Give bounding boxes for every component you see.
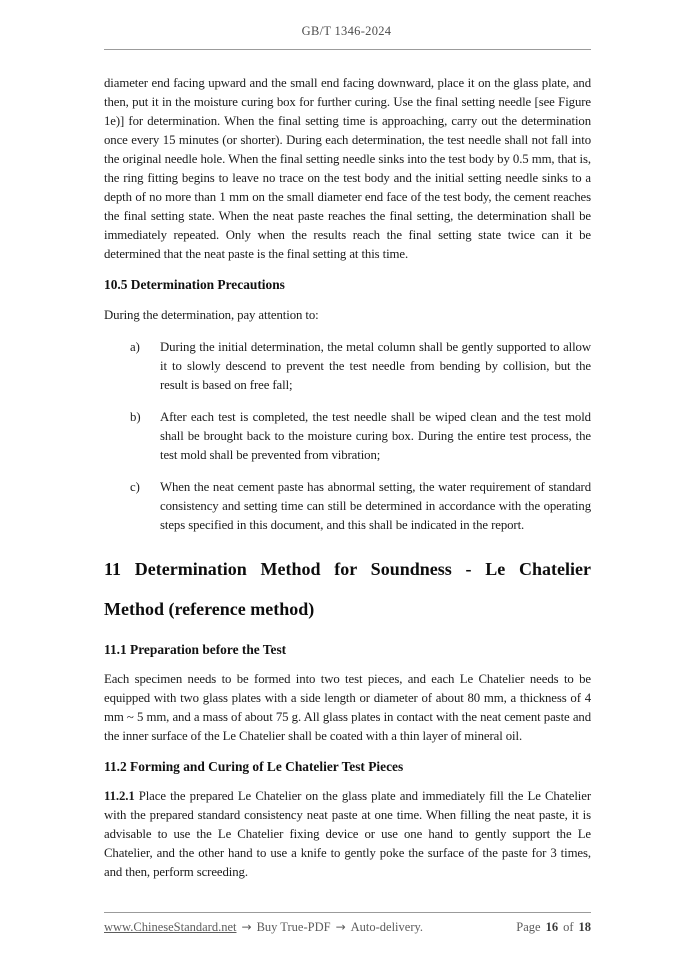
page-total: 18	[578, 920, 591, 934]
doc-number: GB/T 1346-2024	[301, 24, 392, 38]
page-footer	[104, 912, 591, 935]
precautions-intro: During the determination, pay attention to:	[104, 308, 319, 322]
arrow-right-icon: →	[241, 920, 252, 934]
footer-row	[104, 920, 591, 935]
clause-number: 11.2.1	[104, 789, 135, 803]
heading-10-5: 10.5 Determination Precautions	[104, 277, 285, 292]
page-header	[0, 0, 693, 50]
heading-11-line-2: Method (reference method)	[104, 599, 315, 619]
precautions-list	[104, 338, 591, 535]
heading-11-line-1: 11 Determination Method for Soundness - Le Chatelier	[104, 559, 591, 579]
page-label: Page	[516, 920, 541, 934]
page-content	[0, 50, 693, 882]
list-item-label: a)	[130, 340, 140, 354]
chinesestandard-link[interactable]: www.ChineseStandard.net	[104, 920, 237, 934]
list-item-label: c)	[130, 480, 140, 494]
heading-11	[104, 549, 591, 629]
list-item-text: After each test is completed, the test needle shall be wiped clean and the test mold shall be brought back to the moisture curing box. During the entire test process, the test mold shall be prevented from vibration;	[160, 410, 591, 462]
heading-11-2: 11.2 Forming and Curing of Le Chatelier Test Pieces	[104, 759, 404, 774]
of-label: of	[563, 920, 574, 934]
list-item-text: When the neat cement paste has abnormal setting, the water requirement of standard consistency and setting time can still be determined in accordance with the operating steps specified in this document, and this shall be indicated in the report.	[160, 480, 591, 532]
clause-text: Place the prepared Le Chatelier on the glass plate and immediately fill the Le Chatelier with the prepared standard consistency neat paste at one time. When filling the neat paste, it is advisable to use the Le Chatelier fixing device or use one hand to gently support the Le Chatelier, and the other hand to use a knife to gently poke the surface of the paste for 3 times, and then, perform screeding.	[104, 789, 591, 879]
list-item-label: b)	[130, 410, 141, 424]
page-current: 16	[545, 920, 559, 934]
footer-branding	[104, 920, 423, 935]
footer-buy-label: Buy True-PDF	[256, 920, 331, 934]
page-indicator	[516, 920, 591, 935]
list-item-text: During the initial determination, the metal column shall be gently supported to allow it to slowly descend to prevent the test needle from bending by collision, but the result is based on free fall;	[160, 340, 591, 392]
paragraph-11-2-1	[104, 787, 591, 882]
footer-delivery-label: Auto-delivery.	[350, 920, 424, 934]
arrow-right-icon: →	[335, 920, 346, 934]
paragraph-final-setting: diameter end facing upward and the small end facing downward, place it on the glass plate, and then, put it in the moisture curing box for further curing. Use the final setting needle [see Figure 1e)] for determination. When the final setting time is approaching, carry out the determination once every 15 minutes (or shorter). During each determination, the test needle shall not fall into the original needle hole. When the final setting needle sinks into the test body by 0.5 mm, that is, the ring fitting begins to leave no trace on the test body and the initial setting needle sinks to a depth of no more than 1 mm on the small diameter end face of the test body, the cement reaches the final setting state. When the neat paste reaches the final setting, the determination shall be immediately repeated. Only when the results reach the final setting state twice can it be determined that the neat paste is the final setting at this time.	[104, 76, 591, 261]
list-item-b	[104, 408, 591, 465]
heading-11-1: 11.1 Preparation before the Test	[104, 642, 287, 657]
footer-rule	[104, 912, 591, 913]
list-item-a	[104, 338, 591, 395]
paragraph-11-1: Each specimen needs to be formed into two test pieces, and each Le Chatelier needs to be equipped with two glass plates with a side length or diameter of about 80 mm, a thickness of 4 mm ~ 5 mm, and a mass of about 75 g. All glass plates in contact with the neat cement paste and the inner surface of the Le Chatelier shall be coated with a thin layer of mineral oil.	[104, 672, 591, 743]
list-item-c	[104, 478, 591, 535]
